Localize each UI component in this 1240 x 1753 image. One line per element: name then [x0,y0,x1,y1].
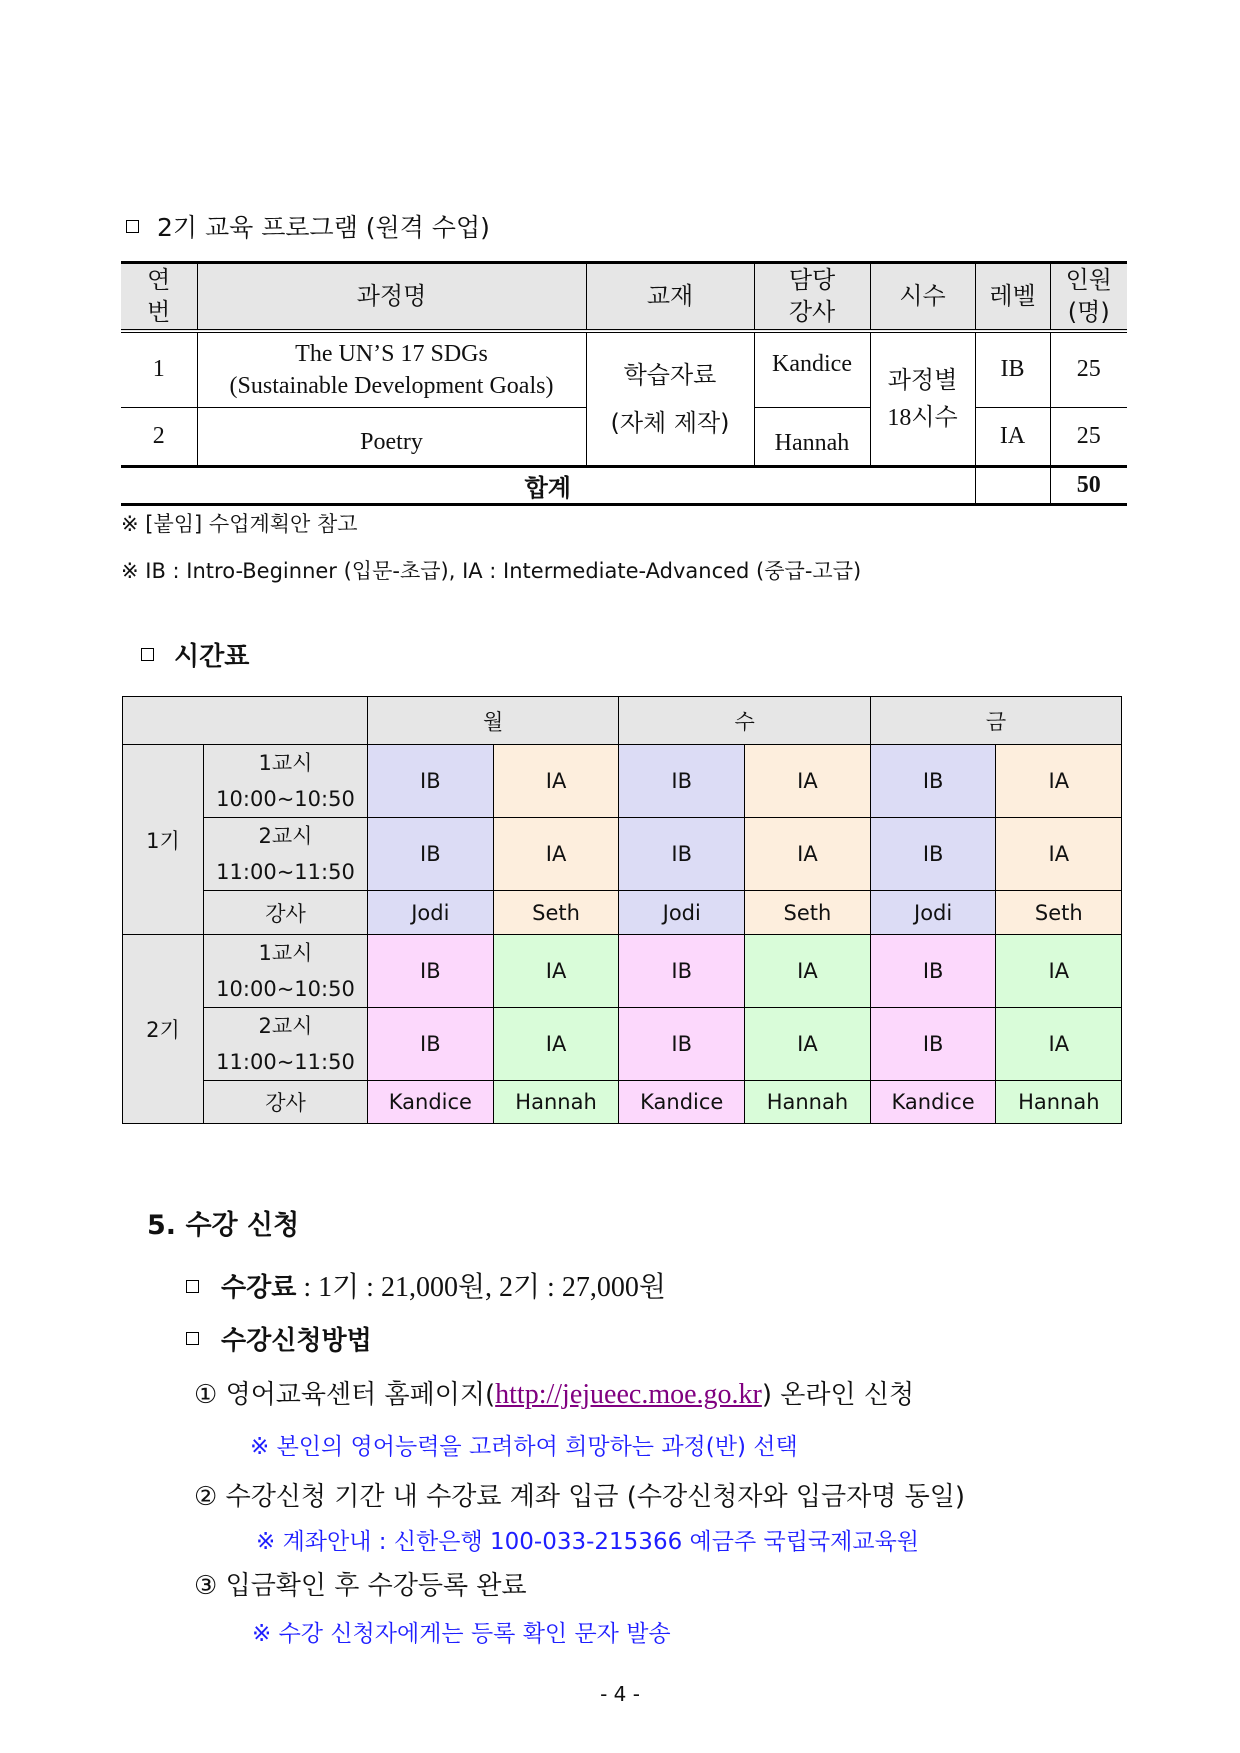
header-count-line: 인원 [1065,266,1112,295]
program-table-header [121,263,1127,331]
material-line1: 학습자료 [623,360,717,389]
timetable-title-text: 시간표 [174,642,250,672]
timetable-title [141,636,249,673]
row-level: IA [975,408,1050,467]
level-cell: IB [619,935,745,1008]
step-2: ② 수강신청 기간 내 수강료 계좌 입금 (수강신청자와 입금자명 동일) [194,1482,965,1512]
square-bullet-icon [186,1280,199,1293]
square-bullet-icon [126,220,139,233]
fee-text: : 1기 : 21,000원, 2기 : 27,000원 [296,1272,666,1303]
fee-label: 수강료 [221,1273,297,1303]
row-instructor: Kandice [754,331,870,408]
course-subtitle: (Sustainable Development Goals) [229,372,554,399]
period-cell [204,818,368,891]
header-count [1050,263,1127,331]
timetable-row [123,935,1122,1008]
hours-line1: 과정별 [887,365,958,394]
period-name: 1교시 [258,941,313,965]
step1-prefix: ① 영어교육센터 홈페이지( [194,1380,496,1410]
level-cell: IB [870,935,996,1008]
method-heading [186,1320,372,1357]
header-no-line: 연 [147,266,171,295]
period-time: 10:00~10:50 [216,977,355,1001]
row-no: 1 [121,331,197,408]
level-cell: IB [368,818,494,891]
row-count: 25 [1050,331,1127,408]
instructor-cell: Seth [996,891,1122,935]
row-hours [870,331,975,467]
total-row [121,467,1127,505]
level-cell: IB [870,1008,996,1081]
row-instructor: Hannah [754,408,870,467]
instructor-cell: Seth [493,891,619,935]
step3-note: ※ 수강 신청자에게는 등록 확인 문자 발송 [252,1621,671,1647]
level-cell: IA [745,745,871,818]
header-instructor-line: 강사 [788,298,836,327]
table-row [121,331,1127,408]
level-cell: IA [745,935,871,1008]
timetable-header [123,697,1122,745]
level-cell: IB [619,818,745,891]
timetable-row [123,818,1122,891]
level-cell: IB [619,1008,745,1081]
instructor-cell: Kandice [368,1081,494,1124]
day-wed: 수 [619,697,870,745]
method-label: 수강신청방법 [221,1326,372,1356]
header-no-line: 번 [147,298,171,327]
timetable-corner [123,697,368,745]
row-course [197,331,586,408]
row-material [586,331,754,467]
level-cell: IA [996,1008,1122,1081]
header-level: 레벨 [975,263,1050,331]
level-cell: IB [368,935,494,1008]
header-course: 과정명 [197,263,586,331]
total-level-empty [975,467,1050,505]
level-cell: IA [996,818,1122,891]
level-cell: IA [493,1008,619,1081]
period-cell [204,745,368,818]
period-cell [204,935,368,1008]
header-hours: 시수 [870,263,975,331]
step2-note: ※ 계좌안내 : 신한은행 100-033-215366 예금주 국립국제교육원 [256,1529,920,1555]
period-name: 2교시 [258,1014,313,1038]
timetable-row [123,891,1122,935]
level-cell: IA [996,935,1122,1008]
instructor-cell: Jodi [870,891,996,935]
fee-line [186,1265,666,1305]
instructor-cell: Jodi [368,891,494,935]
hours-line2: 18시수 [887,404,958,431]
step-1 [194,1374,914,1411]
timetable-table [122,696,1122,1124]
term-label: 1기 [123,745,204,935]
program-table [121,261,1127,506]
timetable-row [123,1008,1122,1081]
note-levels: ※ IB : Intro-Beginner (입문-초급), IA : Intermediate-Advanced (중급-고급) [121,559,862,583]
row-count: 25 [1050,408,1127,467]
instructor-label: 강사 [204,1081,368,1124]
header-count-line: (명) [1067,298,1110,327]
page-number: - 4 - [600,1682,640,1706]
instructor-label: 강사 [204,891,368,935]
level-cell: IA [493,935,619,1008]
registration-heading: 5. 수강 신청 [147,1210,300,1241]
program-section-title [126,208,490,244]
step1-note: ※ 본인의 영어능력을 고려하여 희망하는 과정(반) 선택 [250,1434,798,1460]
total-value: 50 [1050,467,1127,505]
total-label: 합계 [121,467,975,505]
instructor-cell: Jodi [619,891,745,935]
instructor-cell: Kandice [870,1081,996,1124]
square-bullet-icon [186,1332,199,1345]
level-cell: IA [493,745,619,818]
level-cell: IA [745,818,871,891]
material-line2: (자체 제작) [610,408,730,437]
timetable-row [123,1081,1122,1124]
note-attachment: ※ [붙임] 수업계획안 참고 [121,512,358,536]
step1-suffix: ) 온라인 신청 [761,1380,915,1410]
course-name: The UN’S 17 SDGs [295,340,488,367]
period-time: 11:00~11:50 [216,1050,355,1074]
header-instructor-line: 담당 [788,266,836,295]
period-name: 2교시 [258,824,313,848]
instructor-cell: Hannah [996,1081,1122,1124]
term-label: 2기 [123,935,204,1124]
period-cell [204,1008,368,1081]
header-instructor [754,263,870,331]
instructor-cell: Hannah [493,1081,619,1124]
homepage-link[interactable]: http://jejueec.moe.go.kr [495,1379,762,1410]
square-bullet-icon [141,648,154,661]
level-cell: IA [493,818,619,891]
period-name: 1교시 [258,751,313,775]
level-cell: IB [870,818,996,891]
level-cell: IB [619,745,745,818]
timetable-row [123,745,1122,818]
level-cell: IA [745,1008,871,1081]
step-3: ③ 입금확인 후 수강등록 완료 [194,1571,527,1601]
day-fri: 금 [870,697,1121,745]
level-cell: IA [996,745,1122,818]
instructor-cell: Kandice [619,1081,745,1124]
level-cell: IB [368,1008,494,1081]
program-title-text: 2기 교육 프로그램 (원격 수업) [157,213,490,242]
day-mon: 월 [368,697,619,745]
level-cell: IB [870,745,996,818]
instructor-cell: Seth [745,891,871,935]
row-no: 2 [121,408,197,467]
header-material: 교재 [586,263,754,331]
instructor-cell: Hannah [745,1081,871,1124]
header-no [121,263,197,331]
period-time: 11:00~11:50 [216,860,355,884]
row-level: IB [975,331,1050,408]
row-course: Poetry [197,408,586,467]
level-cell: IB [368,745,494,818]
period-time: 10:00~10:50 [216,787,355,811]
